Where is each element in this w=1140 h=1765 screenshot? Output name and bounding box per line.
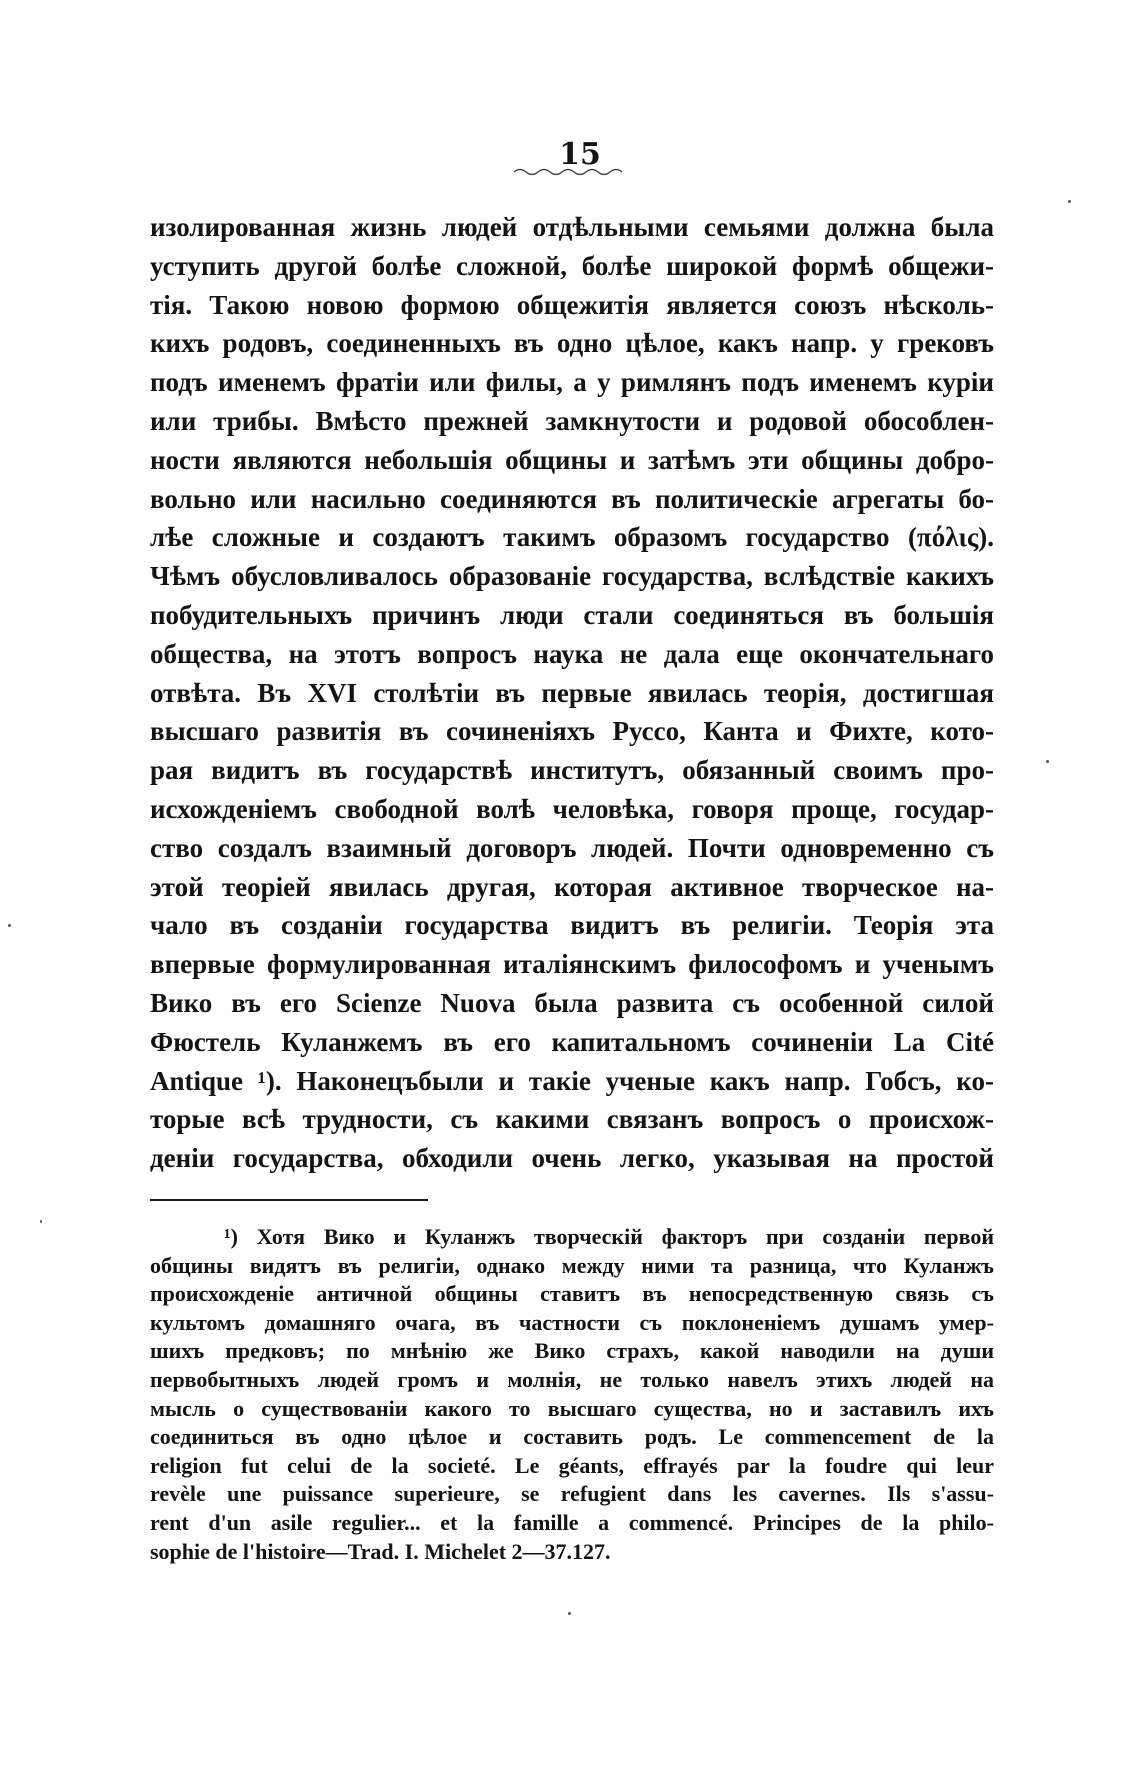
footnote-separator xyxy=(150,1199,428,1201)
text-line: общества, на этотъ вопросъ наука не дала еще окончательнаго xyxy=(150,638,994,669)
scan-speck xyxy=(568,1612,571,1615)
text-line: Antique ¹). Наконецъбыли и такіе ученые какъ напр. Гобсъ, ко- xyxy=(150,1065,994,1096)
text-line: вольно или насильно соединяются въ политическіе агрегаты бо- xyxy=(150,483,994,514)
text-line: этой теоріей явилась другая, которая активное творческое на- xyxy=(150,871,994,902)
scan-speck xyxy=(40,1220,42,1223)
text-line: уступить другой болѣе сложной, болѣе широкой формѣ общежи- xyxy=(150,250,994,281)
text-line: подъ именемъ фратіи или филы, а у римлянъ подъ именемъ куріи xyxy=(150,367,994,398)
text-line: Фюстель Куланжемъ въ его капитальномъ сочиненіи La Cité xyxy=(150,1026,994,1057)
footnote xyxy=(150,1223,994,1566)
footnote-line: первобытныхъ людей громъ и молнія, не только навелъ этихъ людей на xyxy=(150,1366,994,1392)
text-line: побудительныхъ причинъ люди стали соединяться въ большія xyxy=(150,599,994,630)
text-line: деніи государства, обходили очень легко, указывая на простой xyxy=(150,1143,994,1174)
text-line: высшаго развитія въ сочиненіяхъ Руссо, Канта и Фихте, кото- xyxy=(150,716,994,747)
text-line: исхожденіемъ свободной волѣ человѣка, говоря проще, государ- xyxy=(150,793,994,824)
text-line: изолированная жизнь людей отдѣльными семьями должна была xyxy=(150,212,994,242)
footnote-line: шихъ предковъ; по мнѣнію же Вико страхъ, какой наводили на души xyxy=(150,1338,994,1364)
page-number-ornament xyxy=(512,166,624,178)
text-line: отвѣта. Въ XVI столѣтіи въ первые явилась теорія, достигшая xyxy=(150,677,994,708)
footnote-line: sophie de l'histoire—Trad. I. Michelet 2—37.127. xyxy=(150,1538,611,1564)
scan-speck xyxy=(1046,760,1049,763)
text-line: кихъ родовъ, соединенныхъ въ одно цѣлое, какъ напр. у грековъ xyxy=(150,328,994,359)
main-text xyxy=(150,208,994,1178)
footnote-line: происхожденіе античной общины ставитъ въ непосредственную связь съ xyxy=(150,1281,994,1307)
footnote-line: ¹) Хотя Вико и Куланжъ творческій факторъ при созданіи первой xyxy=(224,1224,994,1249)
text-line: тія. Такою новою формою общежитія является союзъ нѣсколь- xyxy=(150,289,994,320)
footnote-line: revèle une puissance superieure, se refugient dans les cavernes. Ils s'assu- xyxy=(150,1481,994,1507)
scan-speck xyxy=(8,924,11,927)
footnote-line: мысль о существованіи какого то высшаго существа, но и заставилъ ихъ xyxy=(150,1395,994,1421)
scan-speck xyxy=(1068,200,1071,203)
text-line: рая видитъ въ государствѣ институтъ, обязанный своимъ про- xyxy=(150,755,994,786)
text-line: чало въ созданіи государства видитъ въ религіи. Теорія эта xyxy=(150,910,994,941)
text-line: торые всѣ трудности, съ какими связанъ вопросъ о происхож- xyxy=(150,1104,994,1135)
text-line: лѣе сложные и создаютъ такимъ образомъ государство (πόλις). xyxy=(150,522,994,553)
footnote-line: religion fut celui de la societé. Le géants, effrayés par la foudre qui leur xyxy=(150,1452,994,1478)
text-line: ство создалъ взаимный договоръ людей. Почти одновременно съ xyxy=(150,832,994,863)
text-line: или трибы. Вмѣсто прежней замкнутости и родовой обособлен- xyxy=(150,405,994,436)
text-line: Чѣмъ обусловливалось образованіе государства, вслѣдствіе какихъ xyxy=(150,561,994,592)
footnote-line: культомъ домашняго очага, въ частности съ поклоненіемъ душамъ умер- xyxy=(150,1309,994,1335)
footnote-line: общины видятъ въ религіи, однако между ними та разница, что Куланжъ xyxy=(150,1252,994,1278)
text-line: впервые формулированная италіянскимъ философомъ и ученымъ xyxy=(150,949,994,980)
text-line: Вико въ его Scienze Nuova была развита съ особенной силой xyxy=(150,987,994,1018)
text-line: ности являются небольшія общины и затѣмъ эти общины добро- xyxy=(150,444,994,475)
footnote-line: соединиться въ одно цѣлое и составить родъ. Le commencement de la xyxy=(150,1424,994,1450)
footnote-line: rent d'un asile regulier... et la famille a commencé. Principes de la philo- xyxy=(150,1509,994,1535)
page-number: 15 xyxy=(559,137,601,172)
